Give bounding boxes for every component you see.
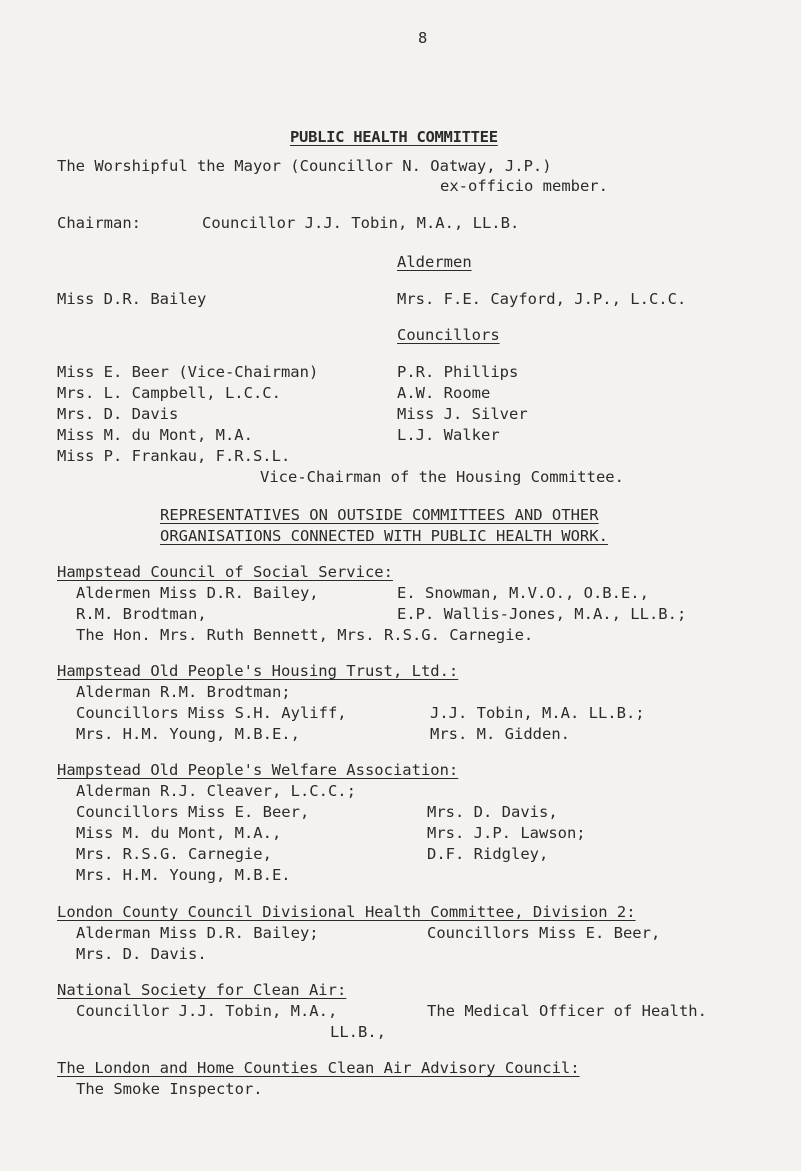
- councillor-right-2: A.W. Roome: [397, 384, 491, 402]
- org-line: The Hon. Mrs. Ruth Bennett, Mrs. R.S.G. Carnegie.: [76, 626, 534, 644]
- org-heading: London County Council Divisional Health Committee, Division 2:: [57, 903, 636, 921]
- org-line: Mrs. H.M. Young, M.B.E.: [76, 866, 291, 884]
- org-line: Mrs. D. Davis.: [76, 945, 207, 963]
- councillor-left-5: Miss P. Frankau, F.R.S.L.: [57, 447, 291, 465]
- councillor-left-1: Miss E. Beer (Vice-Chairman): [57, 363, 319, 381]
- org-line: Mrs. M. Gidden.: [430, 725, 570, 743]
- org-line: Alderman Miss D.R. Bailey;: [76, 924, 319, 942]
- aldermen-heading: Aldermen: [397, 253, 472, 271]
- mayor-role: ex-officio member.: [440, 177, 608, 195]
- org-line: Mrs. H.M. Young, M.B.E.,: [76, 725, 300, 743]
- mayor-line: The Worshipful the Mayor (Councillor N. Oatway, J.P.): [57, 157, 552, 175]
- org-line: The Smoke Inspector.: [76, 1080, 263, 1098]
- alderman-1: Miss D.R. Bailey: [57, 290, 207, 308]
- org-line: Miss M. du Mont, M.A.,: [76, 824, 282, 842]
- org-line: Councillor J.J. Tobin, M.A.,: [76, 1002, 338, 1020]
- org-line: Mrs. D. Davis,: [427, 803, 558, 821]
- org-line: Councillors Miss E. Beer,: [76, 803, 310, 821]
- org-line: J.J. Tobin, M.A. LL.B.;: [430, 704, 645, 722]
- page-title: PUBLIC HEALTH COMMITTEE: [290, 128, 498, 146]
- org-heading: Hampstead Council of Social Service:: [57, 563, 393, 581]
- org-line: Councillors Miss S.H. Ayliff,: [76, 704, 347, 722]
- org-line: E. Snowman, M.V.O., O.B.E.,: [397, 584, 649, 602]
- chairman-name: Councillor J.J. Tobin, M.A., LL.B.: [202, 214, 520, 232]
- org-line: The Medical Officer of Health.: [427, 1002, 707, 1020]
- councillor-right-3: Miss J. Silver: [397, 405, 528, 423]
- councillor-left-2: Mrs. L. Campbell, L.C.C.: [57, 384, 281, 402]
- org-line: D.F. Ridgley,: [427, 845, 549, 863]
- org-line: Alderman R.M. Brodtman;: [76, 683, 291, 701]
- councillor-left-3: Mrs. D. Davis: [57, 405, 179, 423]
- councillor-right-1: P.R. Phillips: [397, 363, 519, 381]
- org-line: Mrs. J.P. Lawson;: [427, 824, 586, 842]
- org-line: Mrs. R.S.G. Carnegie,: [76, 845, 272, 863]
- org-line: Alderman R.J. Cleaver, L.C.C.;: [76, 782, 356, 800]
- page-number: 8: [418, 29, 428, 47]
- alderman-2: Mrs. F.E. Cayford, J.P., L.C.C.: [397, 290, 687, 308]
- org-heading: Hampstead Old People's Housing Trust, Ltd.:: [57, 662, 459, 680]
- reps-heading-line-1: REPRESENTATIVES ON OUTSIDE COMMITTEES AND OTHER: [160, 506, 599, 524]
- org-line: R.M. Brodtman,: [76, 605, 207, 623]
- org-line: LL.B.,: [330, 1023, 386, 1041]
- org-line: E.P. Wallis-Jones, M.A., LL.B.;: [397, 605, 687, 623]
- org-line: Councillors Miss E. Beer,: [427, 924, 661, 942]
- councillor-left-4: Miss M. du Mont, M.A.: [57, 426, 253, 444]
- councillors-note: Vice-Chairman of the Housing Committee.: [260, 468, 624, 486]
- org-heading: The London and Home Counties Clean Air Advisory Council:: [57, 1059, 580, 1077]
- org-heading: National Society for Clean Air:: [57, 981, 347, 999]
- reps-heading-line-2: ORGANISATIONS CONNECTED WITH PUBLIC HEALTH WORK.: [160, 527, 608, 545]
- chairman-label: Chairman:: [57, 214, 141, 232]
- org-line: Aldermen Miss D.R. Bailey,: [76, 584, 319, 602]
- councillor-right-4: L.J. Walker: [397, 426, 500, 444]
- org-heading: Hampstead Old People's Welfare Association:: [57, 761, 459, 779]
- councillors-heading: Councillors: [397, 326, 500, 344]
